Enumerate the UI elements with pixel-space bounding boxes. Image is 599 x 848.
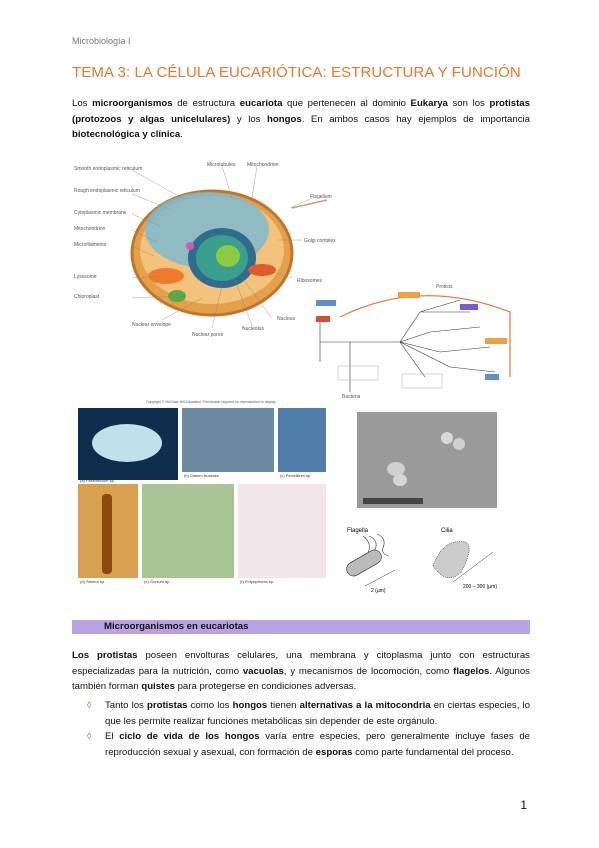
bullet-diamond-icon: ◊: [87, 700, 92, 710]
micrograph-stentor: [78, 484, 138, 578]
svg-text:Microtubules: Microtubules: [207, 162, 236, 168]
svg-text:Microfilaments: Microfilaments: [74, 242, 107, 248]
page-header: Microbiología I: [72, 36, 131, 46]
svg-text:Rough endoplasmic reticulum: Rough endoplasmic reticulum: [74, 188, 140, 194]
protist-micrographs: Copyright © McGraw-Hill Education. Permission required for reproduction or display. (a) Paramecium sp. (b) Diatom frustules (c) Penicillium sp. (d) Stentor sp. (e) Gonium sp. (f) Polysiphonia sp.: [72, 400, 346, 590]
svg-text:Lysosome: Lysosome: [74, 274, 97, 280]
section-heading-bar: [72, 620, 530, 634]
svg-text:Ribosomes: Ribosomes: [297, 278, 323, 284]
intro-paragraph: Los microorganismos de estructura eucariota que pertenecen al dominio Eukarya son los protistas (protozoos y algas unicelulares) y los hongos. En ambos casos hay ejemplos de importancia biotecnológica y clínica.: [72, 98, 530, 140]
svg-text:Flagellum: Flagellum: [310, 194, 332, 200]
page-title: TEMA 3: LA CÉLULA EUCARIÓTICA: ESTRUCTURA Y FUNCIÓN: [72, 64, 521, 81]
svg-text:Mitochondrion: Mitochondrion: [247, 162, 279, 168]
svg-text:2 (µm): 2 (µm): [371, 588, 386, 594]
protists-paragraph: Los protistas poseen envolturas celulares, una membrana y citoplasma junto con estructuras especializadas para la nutrición, como vacuolas, y mecanismos de locomoción, como flagelos. Algunos también forman quistes para protegerse en condiciones adversas.: [72, 650, 530, 692]
sem-yeast-micrograph: [357, 412, 497, 508]
credit-text: Copyright © McGraw-Hill Education. Permission required for reproduction or display.: [146, 400, 277, 404]
svg-text:Protists: Protists: [436, 284, 453, 290]
svg-text:Mitochondrion: Mitochondrion: [74, 226, 106, 232]
section-heading: Microorganismos en eucariotas: [104, 621, 249, 632]
svg-text:Chloroplast: Chloroplast: [74, 294, 100, 300]
flagella-cilia-diagram: [335, 522, 505, 594]
svg-text:Cytoplasmic membrane: Cytoplasmic membrane: [74, 210, 127, 216]
svg-text:Nucleus: Nucleus: [277, 316, 296, 322]
svg-text:200 – 300 (µm): 200 – 300 (µm): [463, 584, 498, 590]
svg-text:Golgi complex: Golgi complex: [304, 238, 336, 244]
bullet-diamond-icon: ◊: [87, 731, 92, 741]
svg-text:Flagella: Flagella: [347, 528, 369, 534]
micrograph-polysiphonia: [238, 484, 326, 578]
page-number: 1: [520, 798, 527, 812]
svg-text:Nuclear pores: Nuclear pores: [192, 332, 224, 338]
bullet-item-mitochondria: ◊ Tanto los protistas como los hongos tienen alternativas a la mitocondria en ciertas especies, lo que les permite realizar funciones metabólicas sin depender de este orgánulo.: [87, 700, 530, 727]
svg-text:Nuclear envelope: Nuclear envelope: [132, 322, 171, 328]
eukaryotic-cell-diagram: [72, 158, 342, 348]
micrograph-paramecium: [78, 408, 178, 480]
bullet-item-fungi-life-cycle: ◊ El ciclo de vida de los hongos varía entre especies, pero generalmente incluye fases de reproducción sexual y asexual, con formación de esporas como parte fundamental del proceso.: [87, 731, 531, 758]
phylogenetic-tree: [310, 282, 530, 402]
svg-text:Bacteria: Bacteria: [342, 394, 361, 400]
micrograph-gonium: [142, 484, 234, 578]
svg-text:Nucleolus: Nucleolus: [242, 326, 264, 332]
micrograph-diatoms: [182, 408, 274, 472]
micrograph-penicillium: [278, 408, 326, 472]
svg-text:Smooth endoplasmic reticulum: Smooth endoplasmic reticulum: [74, 166, 143, 172]
svg-text:Cilia: Cilia: [441, 528, 453, 534]
